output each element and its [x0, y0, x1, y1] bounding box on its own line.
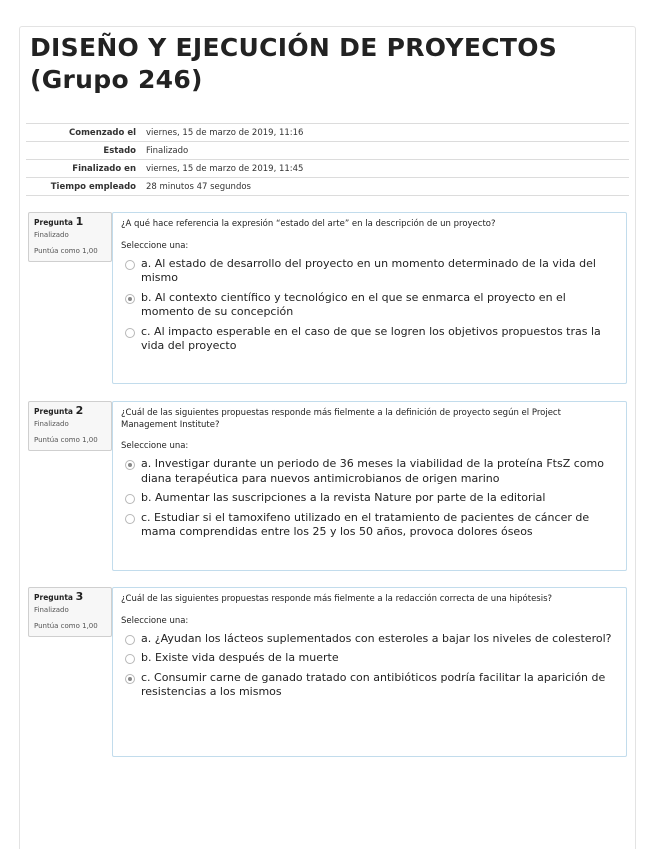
summary-label: Tiempo empleado [50, 181, 136, 192]
question-content [112, 587, 627, 757]
answer-options [121, 457, 618, 540]
answer-prompt: Seleccione una: [121, 441, 189, 451]
question-number: Pregunta 3 [34, 590, 84, 603]
radio-button[interactable] [125, 494, 135, 504]
answer-option[interactable] [121, 257, 618, 286]
answer-option[interactable] [121, 457, 618, 486]
summary-row [26, 124, 629, 142]
answer-label: a. Al estado de desarrollo del proyecto en un momento determinado de la vida del mismo [141, 256, 596, 284]
question-content [112, 401, 627, 571]
question-number: Pregunta 2 [34, 404, 84, 417]
summary-row [26, 178, 629, 196]
question-text: ¿Cuál de las siguientes propuestas responde más fielmente a la definición de proyecto según el Project Management Institute? [121, 408, 561, 430]
answer-option[interactable] [121, 511, 618, 540]
question-state: Finalizado [34, 231, 69, 239]
radio-button-selected[interactable] [125, 674, 135, 684]
answer-option[interactable] [121, 325, 618, 354]
summary-label: Comenzado el [69, 127, 136, 138]
answer-label: a. ¿Ayudan los lácteos suplementados con esteroles a bajar los niveles de colesterol? [141, 631, 612, 645]
answer-label: b. Existe vida después de la muerte [141, 651, 339, 664]
question-grade: Puntúa como 1,00 [34, 247, 98, 255]
question-state: Finalizado [34, 420, 69, 428]
answer-label: b. Al contexto científico y tecnológico en el que se enmarca el proyecto en el momento de su concepción [141, 290, 566, 318]
question-content [112, 212, 627, 384]
quiz-review-page [19, 26, 636, 849]
summary-value: 28 minutos 47 segundos [146, 181, 251, 192]
answer-options [121, 632, 618, 700]
radio-button[interactable] [125, 328, 135, 338]
radio-button-selected[interactable] [125, 294, 135, 304]
question-info [28, 212, 112, 262]
answer-prompt: Seleccione una: [121, 240, 189, 251]
radio-button[interactable] [125, 514, 135, 524]
answer-option[interactable] [121, 651, 618, 666]
attempt-summary-table [26, 123, 629, 196]
answer-label: a. Investigar durante un periodo de 36 meses la viabilidad de la proteína FtsZ como diana terapéutica para nuevos antimicrobianos de origen marino [141, 457, 604, 485]
summary-label: Finalizado en [72, 163, 136, 174]
summary-label: Estado [103, 145, 136, 156]
answer-prompt: Seleccione una: [121, 615, 189, 626]
answer-label: c. Consumir carne de ganado tratado con antibióticos podría facilitar la aparición de resistencias a los mismos [141, 670, 606, 698]
answer-option[interactable] [121, 291, 618, 320]
question-text: ¿A qué hace referencia la expresión “estado del arte” en la descripción de un proyecto? [121, 219, 496, 229]
answer-label: c. Al impacto esperable en el caso de que se logren los objetivos propuestos tras la vida del proyecto [141, 324, 601, 352]
question-number: Pregunta 1 [34, 215, 84, 228]
question-grade: Puntúa como 1,00 [34, 436, 98, 444]
question-text: ¿Cuál de las siguientes propuestas responde más fielmente a la redacción correcta de una hipótesis? [121, 594, 553, 604]
question-state: Finalizado [34, 606, 69, 614]
question-grade: Puntúa como 1,00 [34, 622, 98, 630]
question-info [28, 587, 112, 637]
radio-button[interactable] [125, 635, 135, 645]
answer-options [121, 257, 618, 354]
answer-label: b. Aumentar las suscripciones a la revista Nature por parte de la editorial [141, 491, 546, 504]
radio-button[interactable] [125, 260, 135, 270]
radio-button[interactable] [125, 654, 135, 664]
summary-value: viernes, 15 de marzo de 2019, 11:16 [146, 127, 304, 138]
summary-row [26, 160, 629, 178]
answer-option[interactable] [121, 632, 618, 647]
summary-value: viernes, 15 de marzo de 2019, 11:45 [146, 163, 304, 174]
question-info [28, 401, 112, 451]
answer-option[interactable] [121, 671, 618, 700]
summary-row [26, 142, 629, 160]
radio-button-selected[interactable] [125, 460, 135, 470]
answer-option[interactable] [121, 491, 618, 506]
answer-label: c. Estudiar si el tamoxifeno utilizado en el tratamiento de pacientes de cáncer de mama comprendidas entre los 25 y los 50 años, provoca dolores óseos [141, 510, 590, 538]
page-title: DISEÑO Y EJECUCIÓN DE PROYECTOS (Grupo 246) [30, 33, 558, 94]
summary-value: Finalizado [146, 145, 189, 156]
